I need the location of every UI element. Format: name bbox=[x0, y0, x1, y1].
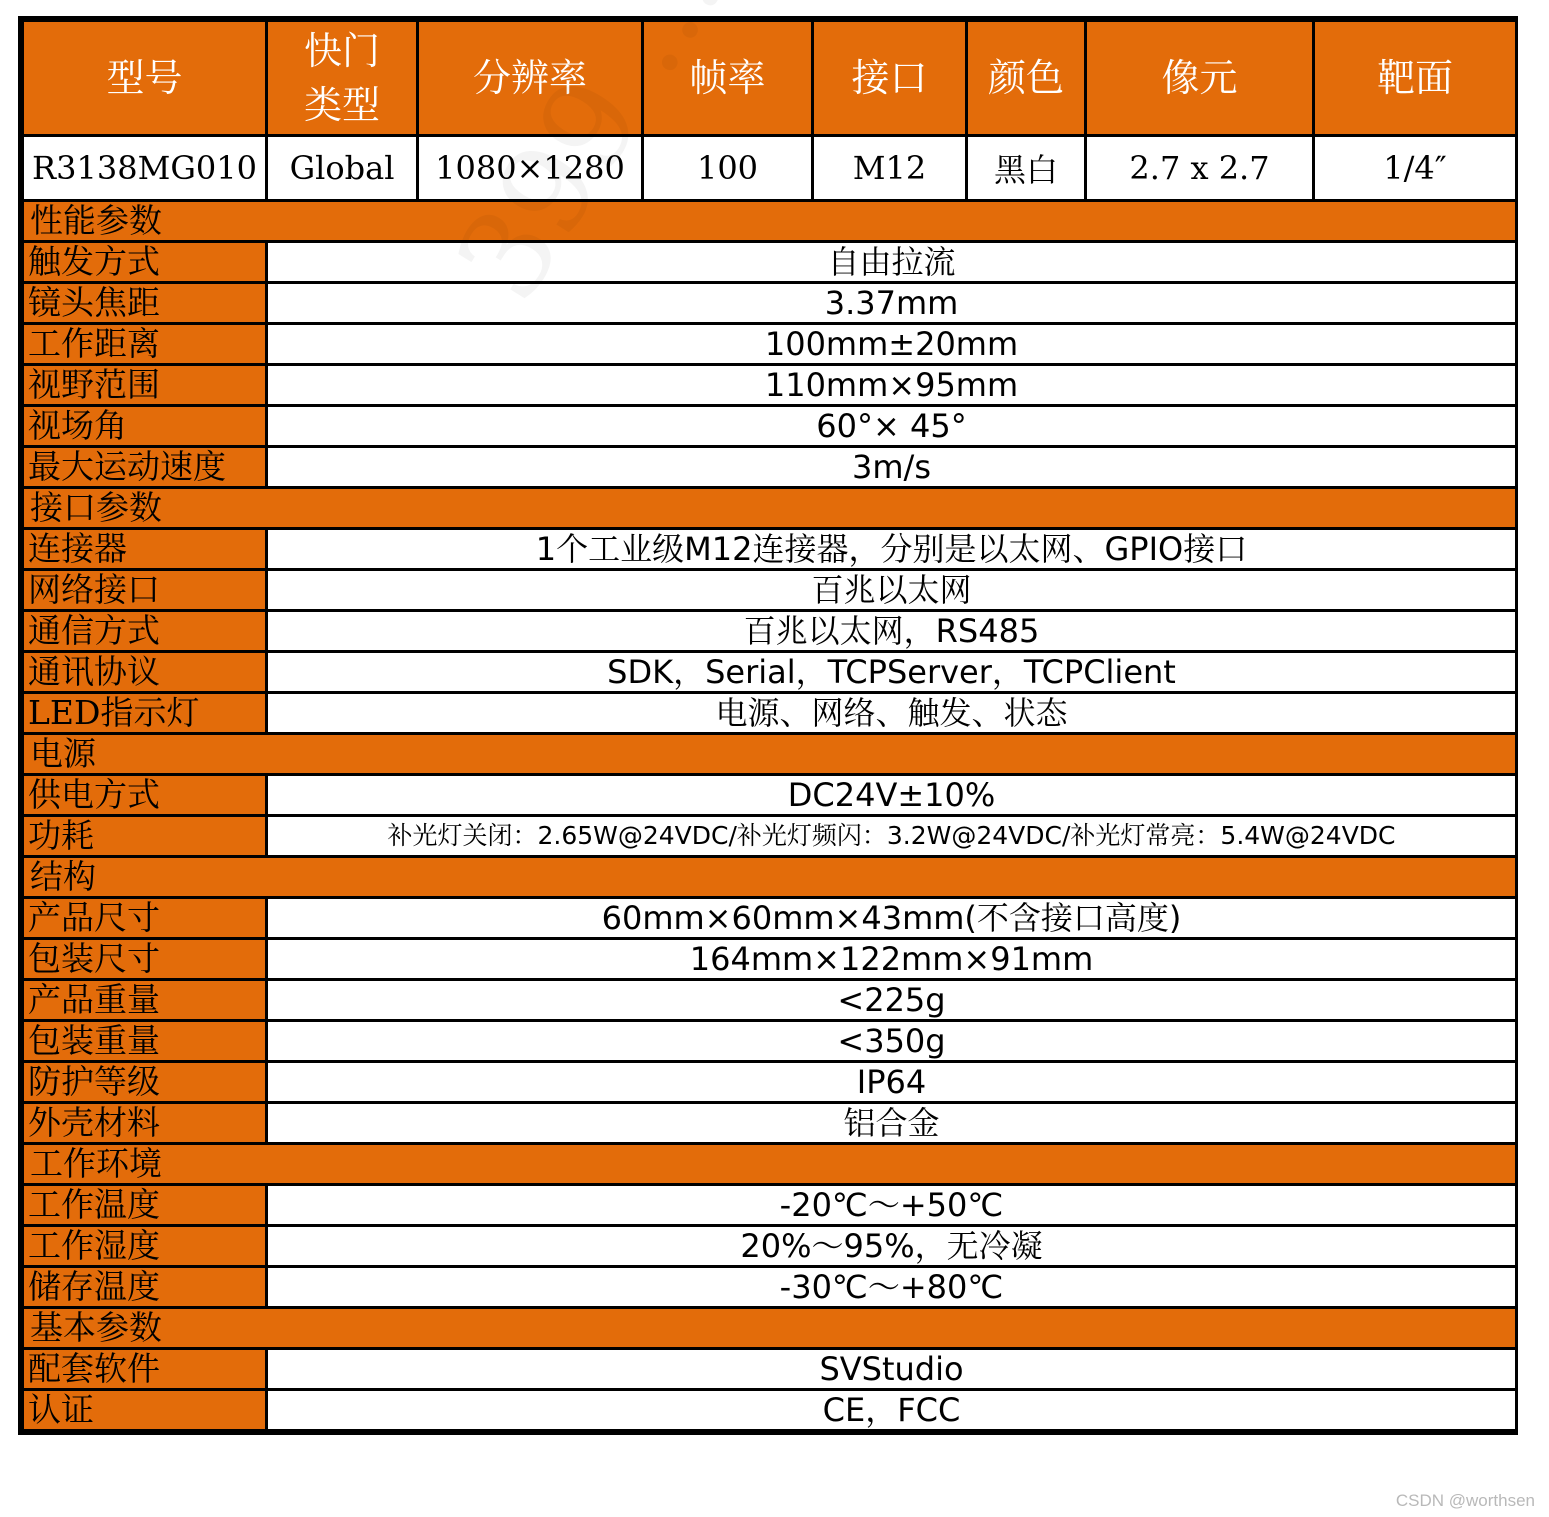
spec-row bbox=[23, 1390, 1517, 1431]
header-row bbox=[23, 21, 1517, 136]
spec-value: 3.37mm bbox=[267, 283, 1517, 324]
spec-row bbox=[23, 652, 1517, 693]
spec-value: 自由拉流 bbox=[267, 242, 1517, 283]
spec-key: 视场角 bbox=[23, 406, 267, 447]
credit-label: CSDN @worthsen bbox=[1395, 1491, 1535, 1510]
spec-row bbox=[23, 1062, 1517, 1103]
spec-value: IP64 bbox=[267, 1062, 1517, 1103]
value-cell-sensor: 1/4″ bbox=[1314, 136, 1517, 201]
header-cell-color: 颜色 bbox=[967, 21, 1086, 136]
section-title: 接口参数 bbox=[23, 488, 1517, 529]
spec-key: 工作湿度 bbox=[23, 1226, 267, 1267]
spec-key: 产品尺寸 bbox=[23, 898, 267, 939]
spec-row bbox=[23, 775, 1517, 816]
spec-key: 视野范围 bbox=[23, 365, 267, 406]
spec-value: 110mm×95mm bbox=[267, 365, 1517, 406]
spec-value: -30℃～+80℃ bbox=[267, 1267, 1517, 1308]
spec-key: 认证 bbox=[23, 1390, 267, 1431]
spec-value: SDK，Serial，TCPServer，TCPClient bbox=[267, 652, 1517, 693]
value-cell-framerate: 100 bbox=[643, 136, 813, 201]
spec-key: 产品重量 bbox=[23, 980, 267, 1021]
spec-row bbox=[23, 816, 1517, 857]
section-header bbox=[23, 488, 1517, 529]
spec-key: 网络接口 bbox=[23, 570, 267, 611]
spec-key: 包装重量 bbox=[23, 1021, 267, 1062]
spec-value: <225g bbox=[267, 980, 1517, 1021]
spec-value: 60mm×60mm×43mm(不含接口高度) bbox=[267, 898, 1517, 939]
spec-value: 60°× 45° bbox=[267, 406, 1517, 447]
spec-value: 电源、网络、触发、状态 bbox=[267, 693, 1517, 734]
spec-row bbox=[23, 447, 1517, 488]
section-title: 基本参数 bbox=[23, 1308, 1517, 1349]
spec-row bbox=[23, 365, 1517, 406]
spec-key: 防护等级 bbox=[23, 1062, 267, 1103]
spec-key: 储存温度 bbox=[23, 1267, 267, 1308]
spec-row bbox=[23, 406, 1517, 447]
header-cell-pixel: 像元 bbox=[1086, 21, 1314, 136]
spec-row bbox=[23, 693, 1517, 734]
spec-row bbox=[23, 1267, 1517, 1308]
spec-key: 连接器 bbox=[23, 529, 267, 570]
section-header bbox=[23, 857, 1517, 898]
value-cell-model: R3138MG010 bbox=[23, 136, 267, 201]
spec-key: 通信方式 bbox=[23, 611, 267, 652]
spec-value: 补光灯关闭：2.65W@24VDC/补光灯频闪：3.2W@24VDC/补光灯常亮：5.4W@24VDC bbox=[267, 816, 1517, 857]
value-cell-color: 黑白 bbox=[967, 136, 1086, 201]
header-cell-framerate: 帧率 bbox=[643, 21, 813, 136]
header-cell-model: 型号 bbox=[23, 21, 267, 136]
spec-row bbox=[23, 242, 1517, 283]
spec-key: 工作温度 bbox=[23, 1185, 267, 1226]
spec-row bbox=[23, 898, 1517, 939]
value-cell-pixel: 2.7 x 2.7 bbox=[1086, 136, 1314, 201]
spec-row bbox=[23, 980, 1517, 1021]
value-cell-interface: M12 bbox=[813, 136, 967, 201]
spec-value: 1个工业级M12连接器，分别是以太网、GPIO接口 bbox=[267, 529, 1517, 570]
spec-value: CE，FCC bbox=[267, 1390, 1517, 1431]
spec-row bbox=[23, 1185, 1517, 1226]
spec-value: 百兆以太网，RS485 bbox=[267, 611, 1517, 652]
header-cell-sensor: 靶面 bbox=[1314, 21, 1517, 136]
spec-value: 20%～95%，无冷凝 bbox=[267, 1226, 1517, 1267]
spec-key: 外壳材料 bbox=[23, 1103, 267, 1144]
spec-key: 触发方式 bbox=[23, 242, 267, 283]
spec-row bbox=[23, 324, 1517, 365]
spec-value: 3m/s bbox=[267, 447, 1517, 488]
section-header bbox=[23, 1144, 1517, 1185]
spec-sheet bbox=[18, 16, 1518, 1435]
spec-key: 通讯协议 bbox=[23, 652, 267, 693]
spec-row bbox=[23, 1226, 1517, 1267]
spec-key: 包装尺寸 bbox=[23, 939, 267, 980]
values-row bbox=[23, 136, 1517, 201]
header-cell-shutter: 快门类型 bbox=[267, 21, 418, 136]
spec-row bbox=[23, 1021, 1517, 1062]
spec-key: 功耗 bbox=[23, 816, 267, 857]
spec-value: 百兆以太网 bbox=[267, 570, 1517, 611]
spec-row bbox=[23, 283, 1517, 324]
section-header bbox=[23, 1308, 1517, 1349]
spec-row bbox=[23, 1103, 1517, 1144]
header-cell-interface: 接口 bbox=[813, 21, 967, 136]
spec-value: <350g bbox=[267, 1021, 1517, 1062]
spec-value: 164mm×122mm×91mm bbox=[267, 939, 1517, 980]
spec-value: 铝合金 bbox=[267, 1103, 1517, 1144]
value-cell-resolution: 1080×1280 bbox=[418, 136, 643, 201]
spec-value: 100mm±20mm bbox=[267, 324, 1517, 365]
spec-value: DC24V±10% bbox=[267, 775, 1517, 816]
value-cell-shutter: Global bbox=[267, 136, 418, 201]
spec-value: -20℃～+50℃ bbox=[267, 1185, 1517, 1226]
spec-key: 配套软件 bbox=[23, 1349, 267, 1390]
spec-row bbox=[23, 529, 1517, 570]
section-title: 性能参数 bbox=[23, 201, 1517, 242]
spec-key: 工作距离 bbox=[23, 324, 267, 365]
spec-row bbox=[23, 570, 1517, 611]
section-header bbox=[23, 201, 1517, 242]
spec-table bbox=[21, 19, 1518, 1432]
header-cell-resolution: 分辨率 bbox=[418, 21, 643, 136]
section-title: 结构 bbox=[23, 857, 1517, 898]
spec-key: 镜头焦距 bbox=[23, 283, 267, 324]
spec-key: LED指示灯 bbox=[23, 693, 267, 734]
spec-value: SVStudio bbox=[267, 1349, 1517, 1390]
spec-row bbox=[23, 939, 1517, 980]
spec-key: 最大运动速度 bbox=[23, 447, 267, 488]
section-header bbox=[23, 734, 1517, 775]
section-title: 电源 bbox=[23, 734, 1517, 775]
spec-key: 供电方式 bbox=[23, 775, 267, 816]
spec-row bbox=[23, 1349, 1517, 1390]
section-title: 工作环境 bbox=[23, 1144, 1517, 1185]
spec-row bbox=[23, 611, 1517, 652]
